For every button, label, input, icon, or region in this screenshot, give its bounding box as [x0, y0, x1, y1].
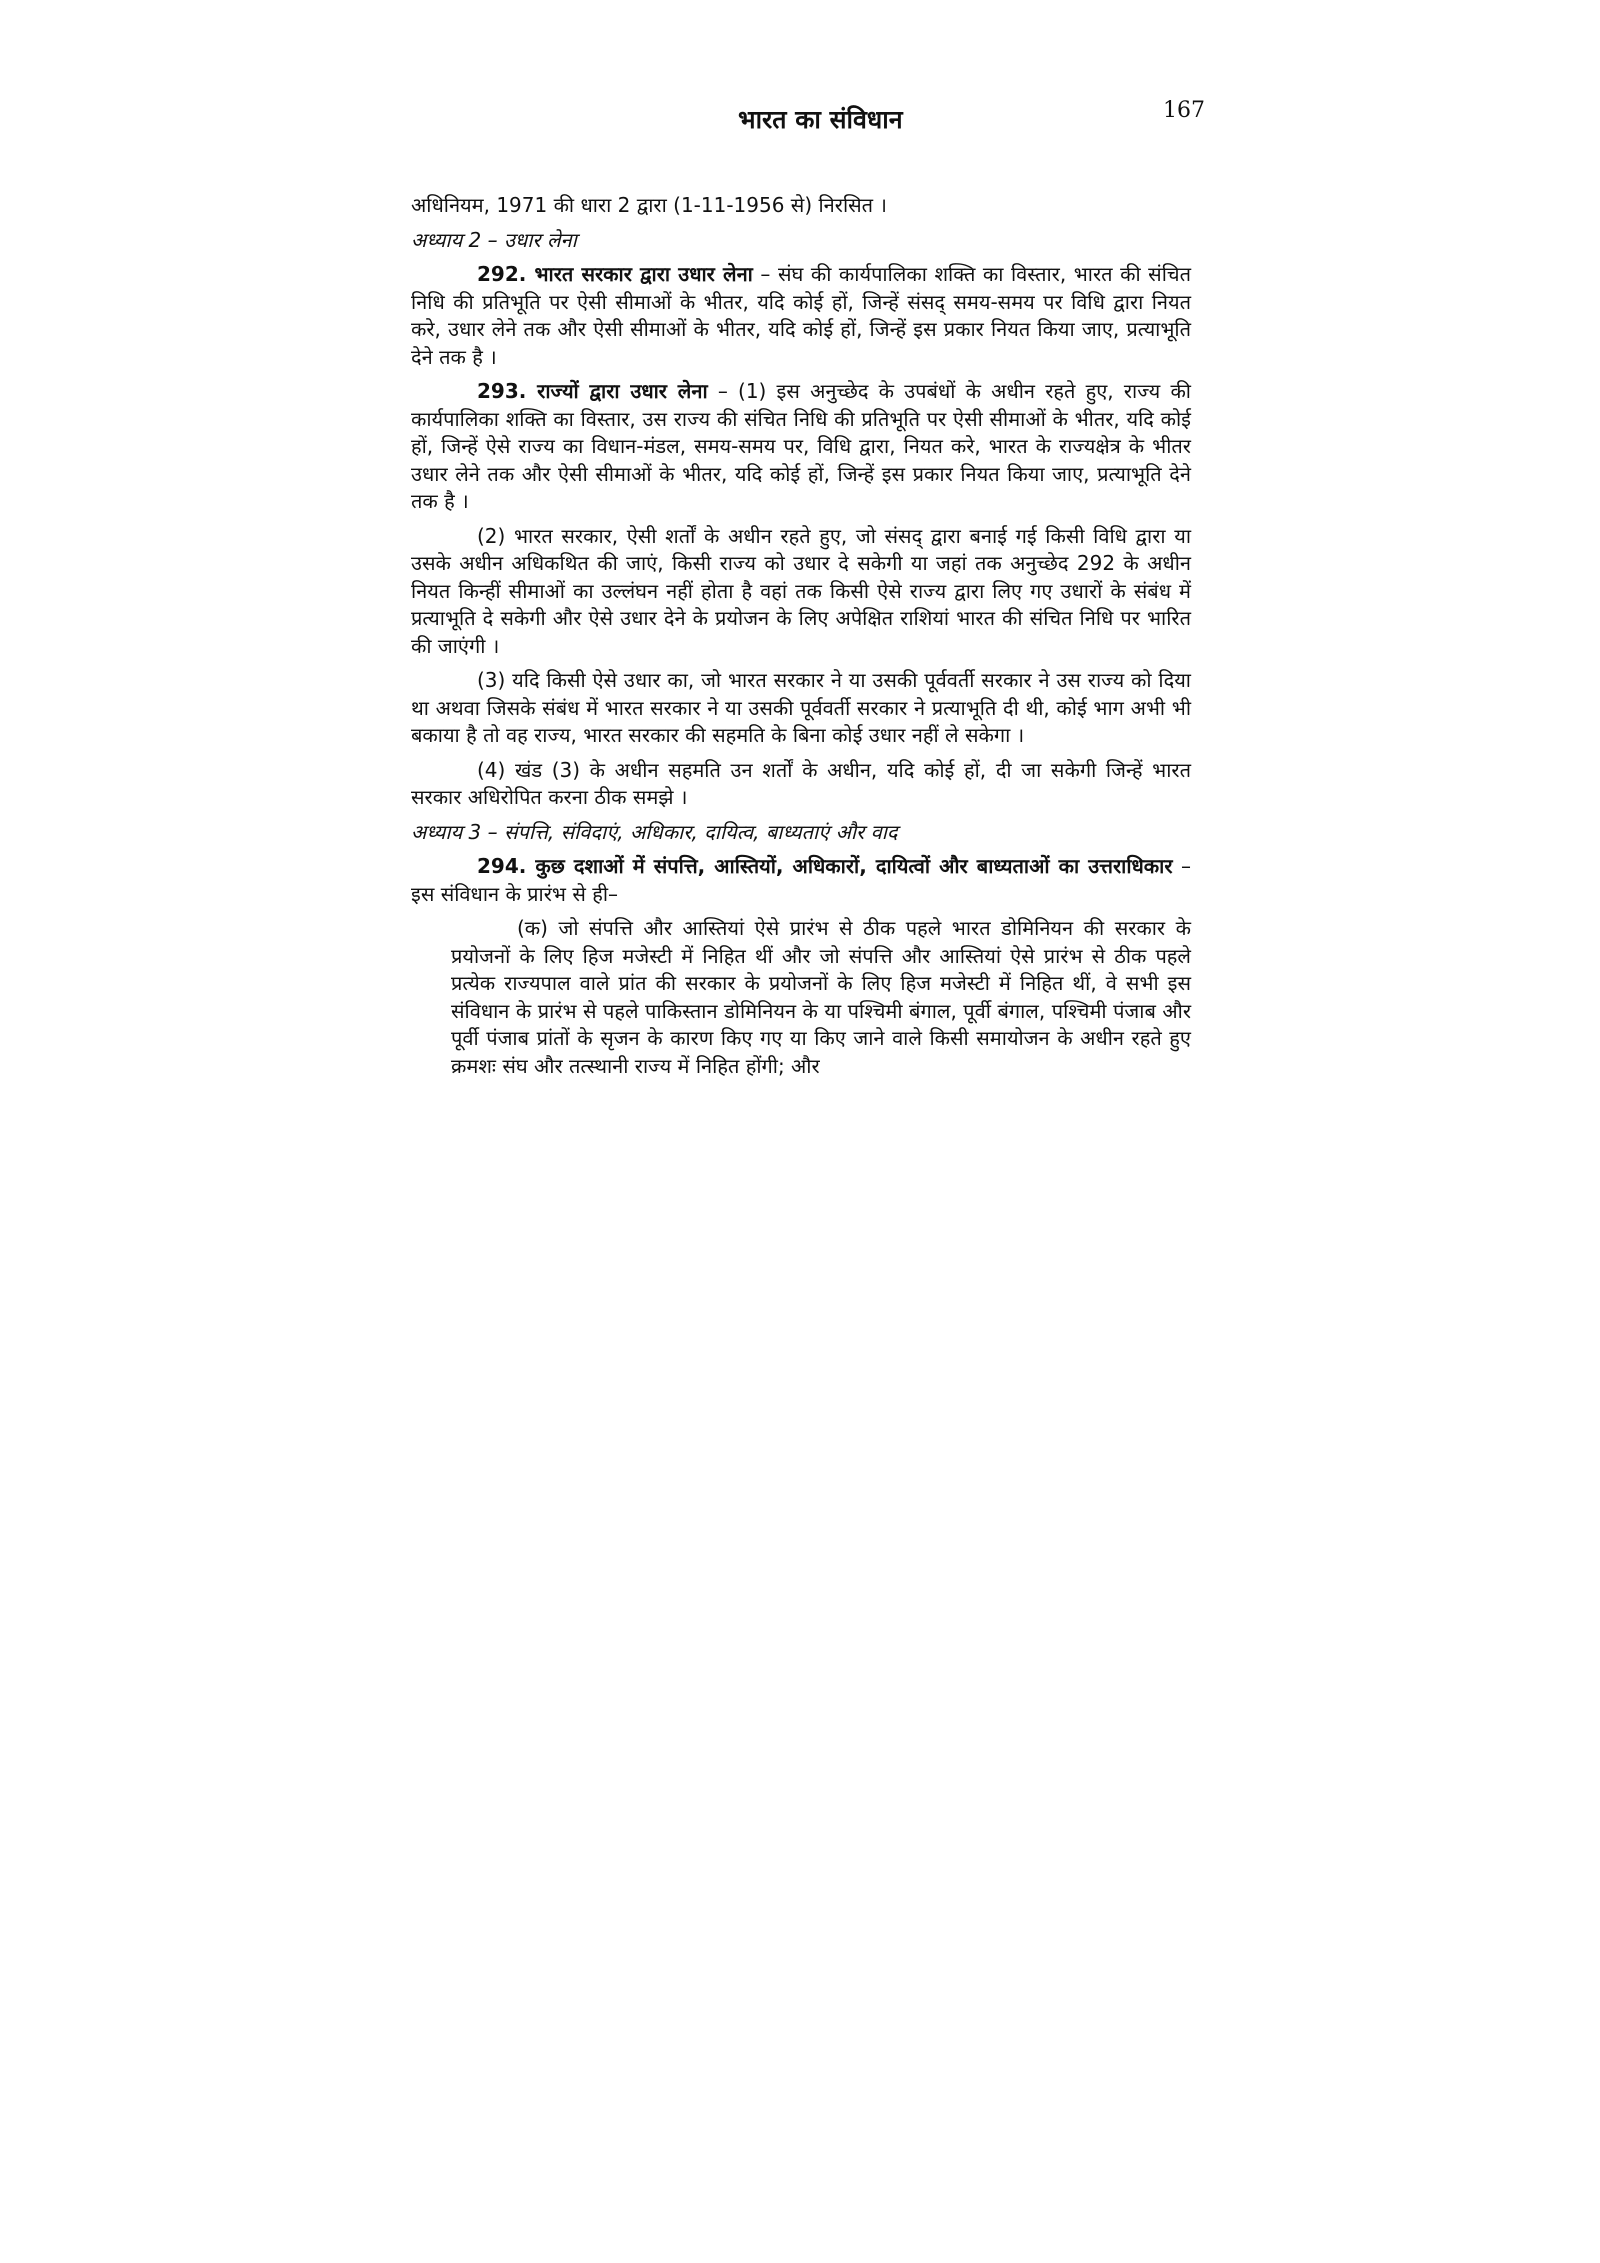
article-293-clause-2: (2) भारत सरकार, ऐसी शर्तों के अधीन रहते हुए, जो संसद् द्वारा बनाई गई किसी विधि द्वारा या उसके अधीन अधिकथित की जाएं, किसी राज्य को उधार दे सकेगी या जहां तक अनुच्छेद 292 के अधीन नियत किन्हीं सीमाओं का उल्लंघन नहीं होता है वहां तक किसी ऐसे राज्य द्वारा लिए गए उधारों के संबंध में प्रत्याभूति दे सकेगी और ऐसे उधार देने के प्रयोजन के लिए अपेक्षित राशियां भारत की संचित निधि पर भारित की जाएंगी ।: [411, 523, 1191, 658]
article-293-clause-4: (4) खंड (3) के अधीन सहमति उन शर्तों के अधीन, यदि कोई हों, दी जा सकेगी जिन्हें भारत सरकार अधिरोपित करना ठीक समझे ।: [411, 757, 1191, 809]
article-293-heading: 293. राज्यों द्वारा उधार लेना: [477, 379, 708, 403]
article-294-clause-a: (क) जो संपत्ति और आस्तियां ऐसे प्रारंभ से ठीक पहले भारत डोमिनियन की सरकार के प्रयोजनों के लिए हिज मजेस्टी में निहित थीं और जो संपत्ति और आस्तियां ऐसे प्रारंभ से ठीक पहले प्रत्येक राज्यपाल वाले प्रांत की सरकार के प्रयोजनों के लिए हिज मजेस्टी में निहित थीं, वे सभी इस संविधान के प्रारंभ से पहले पाकिस्तान डोमिनियन के या पश्चिमी बंगाल, पूर्वी बंगाल, पश्चिमी पंजाब और पूर्वी पंजाब प्रांतों के सृजन के कारण किए गए या किए जाने वाले किसी समायोजन के अधीन रहते हुए क्रमशः संघ और तत्स्थानी राज्य में निहित होंगी; और: [451, 916, 1191, 1078]
article-293-text: – (1) इस अनुच्छेद के उपबंधों के अधीन रहते हुए, राज्य की कार्यपालिका शक्ति का विस्तार, उस राज्य की संचित निधि की प्रतिभूति पर ऐसी सीमाओं के भीतर, यदि कोई हों, जिन्हें ऐसे राज्य का विधान-मंडल, समय-समय पर, विधि द्वारा, नियत करे, भारत के राज्यक्षेत्र के भीतर उधार लेने तक और ऐसी सीमाओं के भीतर, यदि कोई हों, जिन्हें इस प्रकार नियत किया जाए, प्रत्याभूति देने तक है ।: [411, 379, 1191, 513]
article-293: [411, 378, 1191, 516]
running-title: भारत का संविधान: [738, 105, 903, 134]
article-294-text: – इस संविधान के प्रारंभ से ही–: [411, 854, 1191, 906]
article-294: [411, 853, 1191, 908]
article-294-heading: 294. कुछ दशाओं में संपत्ति, आस्तियों, अधिकारों, दायित्वों और बाध्यताओं का उत्तराधिकार: [477, 854, 1173, 878]
chapter-3-heading: अध्याय 3 – संपत्ति, संविदाएं, अधिकार, दायित्व, बाध्यताएं और वाद: [411, 819, 898, 844]
page-header: [0, 92, 1600, 142]
chapter-2-heading: अध्याय 2 – उधार लेना: [411, 227, 577, 252]
article-292-heading: 292. भारत सरकार द्वारा उधार लेना: [477, 262, 753, 286]
document-body: [411, 192, 1191, 1087]
article-293-clause-3: (3) यदि किसी ऐसे उधार का, जो भारत सरकार ने या उसकी पूर्ववर्ती सरकार ने उस राज्य को दिया था अथवा जिसके संबंध में भारत सरकार ने या उसकी पूर्ववर्ती सरकार ने प्रत्याभूति दी थी, कोई भाग अभी भी बकाया है तो वह राज्य, भारत सरकार की सहमति के बिना कोई उधार नहीं ले सकेगा ।: [411, 668, 1191, 747]
article-292: [411, 261, 1191, 371]
continuation-line: अधिनियम, 1971 की धारा 2 द्वारा (1-11-1956 से) निरसित ।: [411, 193, 887, 217]
article-292-text: – संघ की कार्यपालिका शक्ति का विस्तार, भारत की संचित निधि की प्रतिभूति पर ऐसी सीमाओं के भीतर, यदि कोई हों, जिन्हें संसद् समय-समय पर विधि द्वारा नियत करे, उधार लेने तक और ऐसी सीमाओं के भीतर, यदि कोई हों, जिन्हें इस प्रकार नियत किया जाए, प्रत्याभूति देने तक है ।: [411, 262, 1191, 369]
page-number: 167: [1163, 98, 1205, 123]
